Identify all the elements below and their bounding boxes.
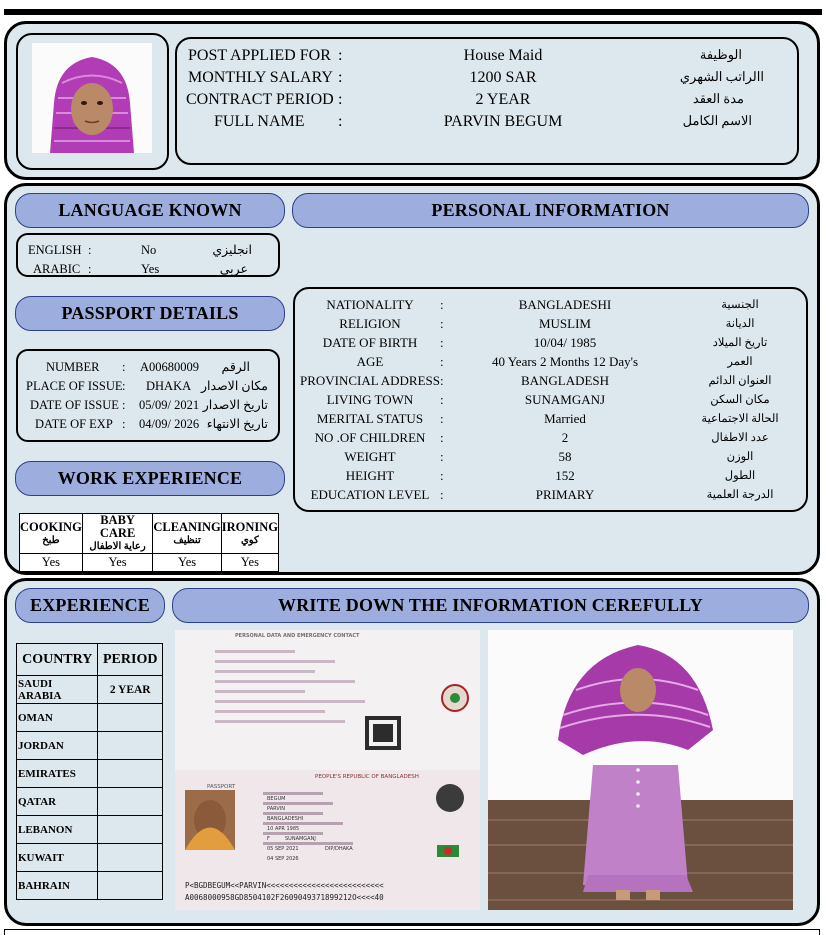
country-period [98, 872, 163, 900]
personal-row-label: MERITAL STATUS [316, 411, 424, 426]
portrait-photo [32, 43, 152, 153]
personal-row-label: NO .OF CHILDREN [314, 430, 426, 445]
post-applied-value: House Maid [463, 47, 543, 64]
skill-cooking-header: COOKING طبخ [20, 514, 83, 554]
country-row [17, 760, 163, 788]
scan-expiry: 04 SEP 2026 [267, 856, 299, 862]
scan-given-name: PARVIN [267, 806, 285, 812]
contract-period-label: CONTRACT PERIOD [186, 91, 334, 108]
personal-row-arabic: تاريخ الميلاد [712, 337, 768, 349]
full-name-label: FULL NAME [214, 113, 305, 130]
place-of-issue-value: DHAKA [146, 379, 192, 393]
scan-top-heading: PERSONAL DATA AND EMERGENCY CONTACT [235, 633, 360, 639]
country-row [17, 732, 163, 760]
country-period: 2 YEAR [98, 676, 163, 704]
personal-row-arabic: عدد الاطفال [711, 432, 769, 444]
personal-row-label: HEIGHT [345, 468, 395, 483]
personal-row-value: BANGLADESH [520, 373, 610, 388]
date-of-exp-value: 04/09/ 2026 [139, 417, 200, 431]
personal-information-heading: PERSONAL INFORMATION [292, 193, 809, 228]
country-period [98, 844, 163, 872]
language-arabic-label: ARABIC [33, 262, 81, 276]
write-down-heading: WRITE DOWN THE INFORMATION CEREFULLY [172, 588, 809, 623]
post-applied-label: POST APPLIED FOR [188, 47, 331, 64]
period-column-header: PERIOD [98, 644, 163, 676]
date-of-exp-arabic: تاريخ الانتهاء [206, 417, 268, 431]
bottom-strip [4, 929, 820, 935]
personal-row-label: NATIONALITY [326, 297, 414, 312]
colon: : [440, 468, 444, 483]
personal-row-value: 2 [561, 430, 569, 445]
colon: : [440, 392, 444, 407]
personal-row-value: 152 [555, 468, 575, 483]
work-experience-heading: WORK EXPERIENCE [15, 461, 285, 496]
country-name: EMIRATES [17, 760, 98, 788]
passport-number-label: NUMBER [46, 360, 100, 374]
skills-value-row [20, 554, 279, 572]
country-column-header: COUNTRY [17, 644, 98, 676]
skill-babycare-value: Yes [82, 554, 153, 572]
skills-table [19, 513, 279, 572]
country-period [98, 788, 163, 816]
personal-row-value: Married [544, 411, 586, 426]
country-row [17, 872, 163, 900]
full-body-photo [488, 630, 793, 910]
colon: : [122, 360, 126, 374]
personal-row-value: BANGLADESHI [518, 297, 612, 312]
personal-row-label: RELIGION [339, 316, 401, 331]
colon: : [338, 113, 343, 130]
passport-number-value: A00680009 [140, 360, 200, 374]
scan-authority: DIP/DHAKA [325, 846, 353, 852]
scan-sex: F [267, 836, 270, 842]
personal-row-arabic: مكان السكن [710, 394, 770, 406]
scan-republic: PEOPLE'S REPUBLIC OF BANGLADESH [315, 774, 419, 780]
personal-row-value: PRIMARY [535, 487, 595, 502]
skill-ironing-value: Yes [221, 554, 278, 572]
passport-details-heading: PASSPORT DETAILS [15, 296, 285, 331]
country-name: KUWAIT [17, 844, 98, 872]
experience-heading: EXPERIENCE [15, 588, 165, 623]
country-period [98, 732, 163, 760]
date-of-issue-value: 05/09/ 2021 [139, 398, 200, 412]
colon: : [122, 417, 126, 431]
country-row [17, 788, 163, 816]
language-arabic-arabic: عربي [219, 262, 248, 276]
scan-surname: BEGUM [267, 796, 286, 802]
country-name: SAUDI ARABIA [17, 676, 98, 704]
country-name: JORDAN [17, 732, 98, 760]
colon: : [338, 47, 343, 64]
personal-row-arabic: الجنسية [721, 299, 759, 311]
country-period [98, 704, 163, 732]
scan-place: SUNAMGANJ [285, 836, 316, 842]
monthly-salary-label: MONTHLY SALARY [188, 69, 333, 86]
personal-row-arabic: الطول [724, 470, 756, 482]
scan-nationality: BANGLADESHI [267, 816, 304, 822]
language-known-heading: LANGUAGE KNOWN [15, 193, 285, 228]
language-english-label: ENGLISH [28, 243, 82, 257]
personal-row-arabic: الوزن [726, 451, 754, 463]
country-table [16, 643, 163, 900]
personal-row-label: WEIGHT [344, 449, 396, 464]
personal-row-value: 40 Years 2 Months 12 Day's [491, 354, 639, 369]
skills-header-row [20, 514, 279, 554]
country-row [17, 704, 163, 732]
personal-row-label: AGE [356, 354, 384, 369]
personal-row-label: LIVING TOWN [326, 392, 414, 407]
colon: : [440, 487, 444, 502]
date-of-issue-arabic: تاريخ الاصدار [202, 398, 268, 412]
colon: : [440, 335, 444, 350]
country-name: BAHRAIN [17, 872, 98, 900]
date-of-exp-label: DATE OF EXP [35, 417, 113, 431]
contract-period-arabic: مدة العقد [692, 91, 744, 106]
colon: : [440, 316, 444, 331]
personal-row-arabic: الحالة الاجتماعية [701, 413, 779, 425]
country-name: OMAN [17, 704, 98, 732]
top-rule [4, 9, 822, 15]
scan-mrz-line-1: P<BGDBEGUM<<PARVIN<<<<<<<<<<<<<<<<<<<<<<<<<< [185, 881, 384, 890]
colon: : [440, 297, 444, 312]
country-period [98, 816, 163, 844]
colon: : [338, 69, 343, 86]
colon: : [122, 398, 126, 412]
passport-scan-image [175, 630, 480, 910]
colon: : [88, 243, 92, 257]
colon: : [440, 354, 444, 369]
personal-row-arabic: العمر [727, 356, 753, 368]
colon: : [88, 262, 92, 276]
full-name-value: PARVIN BEGUM [443, 113, 563, 130]
colon: : [440, 449, 444, 464]
colon: : [440, 430, 444, 445]
scan-issue: 05 SEP 2021 [267, 846, 299, 852]
scan-passport-word: PASSPORT [207, 784, 236, 790]
skill-cleaning-value: Yes [153, 554, 221, 572]
passport-number-arabic: الرقم [221, 360, 250, 374]
post-applied-arabic: الوظيفة [699, 47, 742, 62]
country-row [17, 676, 163, 704]
personal-row-value: SUNAMGANJ [524, 392, 606, 407]
contract-period-value: 2 YEAR [475, 91, 531, 108]
scan-dob: 10 APR 1985 [267, 826, 300, 832]
scan-mrz-line-2: A0068000958GD8504102F2609049371899212O<<<<40 [185, 893, 384, 902]
skill-cleaning-header: CLEANING تنظيف [153, 514, 221, 554]
country-row [17, 816, 163, 844]
country-name: LEBANON [17, 816, 98, 844]
colon: : [338, 91, 343, 108]
personal-row-label: DATE OF BIRTH [322, 335, 418, 350]
language-english-value: No [141, 243, 157, 257]
language-english-arabic: انجليزي [212, 243, 252, 257]
country-period [98, 760, 163, 788]
language-arabic-value: Yes [141, 262, 160, 276]
personal-row-arabic: العنوان الدائم [708, 375, 772, 387]
skill-babycare-header: BABY CARE رعاية الاطفال [82, 514, 153, 554]
place-of-issue-arabic: مكان الاصدار [201, 379, 268, 393]
country-row [17, 844, 163, 872]
country-header-row [17, 644, 163, 676]
personal-row-label: PROVINCIAL ADDRESS [299, 373, 440, 388]
colon: : [122, 379, 126, 393]
full-name-arabic: الاسم الكامل [682, 113, 752, 128]
colon: : [440, 373, 444, 388]
personal-row-value: 58 [558, 449, 572, 464]
personal-row-arabic: الدرجة العلمية [706, 489, 774, 501]
personal-row-value: 10/04/ 1985 [533, 335, 597, 350]
personal-row-arabic: الديانة [725, 318, 755, 330]
monthly-salary-value: 1200 SAR [469, 69, 537, 86]
personal-row-label: EDUCATION LEVEL [310, 487, 430, 502]
place-of-issue-label: PLACE OF ISSUE [26, 379, 123, 393]
monthly-salary-arabic: االراتب الشهري [679, 69, 764, 84]
skill-cooking-value: Yes [20, 554, 83, 572]
personal-row-value: MUSLIM [538, 316, 591, 331]
skill-ironing-header: IRONING كوي [221, 514, 278, 554]
colon: : [440, 411, 444, 426]
country-name: QATAR [17, 788, 98, 816]
date-of-issue-label: DATE OF ISSUE [30, 398, 119, 412]
